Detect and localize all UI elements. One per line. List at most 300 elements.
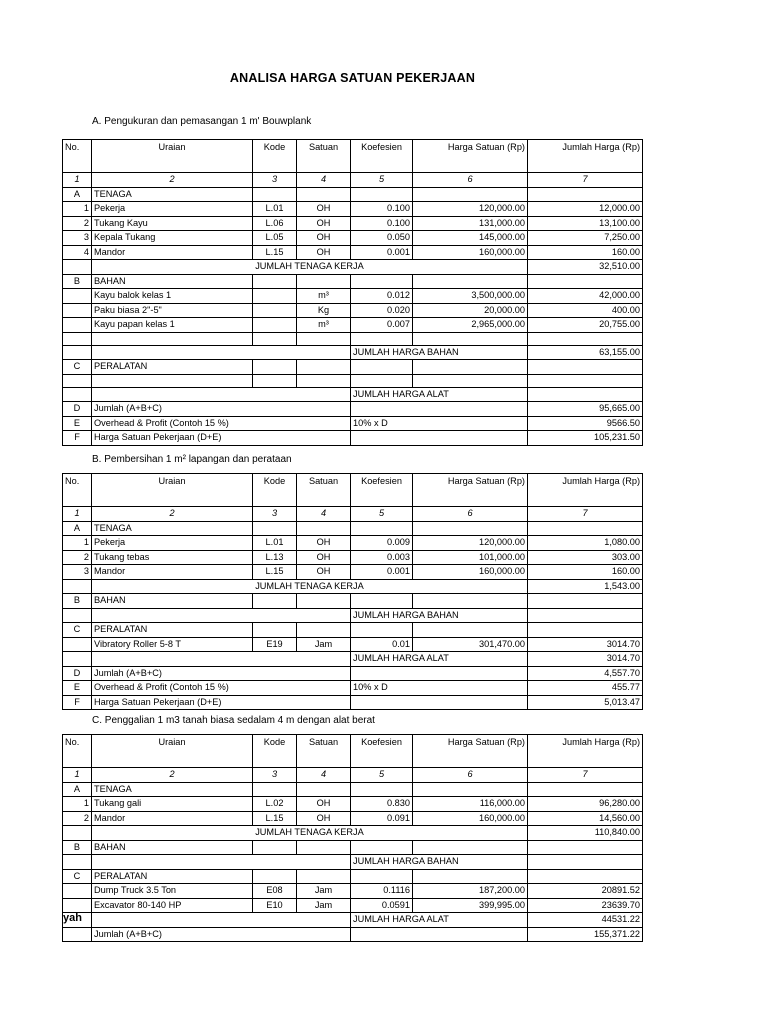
row-satuan (297, 782, 351, 797)
row-satuan: OH (297, 216, 351, 231)
row-koefesien: 0.0591 (351, 898, 413, 913)
row-kode (253, 332, 297, 345)
row-harga-satuan: 160,000.00 (413, 245, 528, 260)
row-satuan (297, 521, 351, 536)
total-label: Jumlah (A+B+C) (92, 927, 351, 942)
row-satuan: OH (297, 202, 351, 217)
row-uraian: Pekerja (92, 536, 253, 551)
row-jumlah-harga (528, 332, 643, 345)
cost-table (62, 473, 643, 710)
row-satuan: OH (297, 245, 351, 260)
row-jumlah-harga: 13,100.00 (528, 216, 643, 231)
section-heading: C. Penggalian 1 m3 tanah biasa sedalam 4 m dengan alat berat (92, 715, 375, 726)
blank-cell (92, 652, 351, 667)
row-jumlah-harga: 3014.70 (528, 637, 643, 652)
table-row (63, 869, 643, 884)
row-koefesien: 0.009 (351, 536, 413, 551)
header-harga-satuan: Harga Satuan (Rp) (413, 474, 528, 507)
row-harga-satuan: 399,995.00 (413, 898, 528, 913)
row-jumlah-harga (528, 274, 643, 289)
row-harga-satuan: 2,965,000.00 (413, 318, 528, 333)
row-satuan: OH (297, 797, 351, 812)
column-number: 1 (63, 173, 92, 188)
row-koefesien (351, 187, 413, 202)
blank-cell (92, 345, 351, 360)
total-label: Harga Satuan Pekerjaan (D+E) (92, 431, 351, 446)
column-number: 5 (351, 173, 413, 188)
subtotal-value: 1,543.00 (528, 579, 643, 594)
table-row (63, 681, 643, 696)
row-uraian: BAHAN (92, 274, 253, 289)
row-jumlah-harga: 303.00 (528, 550, 643, 565)
table-row (63, 826, 643, 841)
row-jumlah-harga: 14,560.00 (528, 811, 643, 826)
column-number-row (63, 173, 643, 188)
row-uraian: Kayu papan kelas 1 (92, 318, 253, 333)
total-value: 455.77 (528, 681, 643, 696)
table-row (63, 260, 643, 275)
row-uraian: Dump Truck 3.5 Ton (92, 884, 253, 899)
row-number (63, 374, 92, 387)
header-koefesien: Koefesien (351, 140, 413, 173)
row-satuan (297, 374, 351, 387)
row-koefesien (351, 782, 413, 797)
row-harga-satuan (413, 187, 528, 202)
column-number: 2 (92, 768, 253, 783)
row-jumlah-harga: 42,000.00 (528, 289, 643, 304)
row-uraian: PERALATAN (92, 623, 253, 638)
row-number: A (63, 782, 92, 797)
header-row (63, 140, 643, 173)
table-row (63, 318, 643, 333)
row-harga-satuan (413, 374, 528, 387)
table-row (63, 521, 643, 536)
total-label: Jumlah (A+B+C) (92, 402, 351, 417)
table-row (63, 840, 643, 855)
table-row (63, 695, 643, 710)
row-uraian (92, 374, 253, 387)
total-value: 95,665.00 (528, 402, 643, 417)
row-number: 3 (63, 231, 92, 246)
subtotal-value (528, 608, 643, 623)
row-uraian: Excavator 80-140 HP (92, 898, 253, 913)
table-row (63, 898, 643, 913)
row-harga-satuan: 187,200.00 (413, 884, 528, 899)
row-koefesien: 0.001 (351, 245, 413, 260)
row-kode (253, 521, 297, 536)
header-jumlah-harga: Jumlah Harga (Rp) (528, 474, 643, 507)
row-kode: L.15 (253, 811, 297, 826)
row-kode: L.15 (253, 565, 297, 580)
column-number: 3 (253, 507, 297, 522)
row-jumlah-harga: 1,080.00 (528, 536, 643, 551)
row-number: A (63, 187, 92, 202)
row-harga-satuan: 3,500,000.00 (413, 289, 528, 304)
blank-cell (63, 826, 92, 841)
blank-cell (63, 260, 92, 275)
row-uraian: TENAGA (92, 521, 253, 536)
row-harga-satuan (413, 869, 528, 884)
row-number: B (63, 274, 92, 289)
row-koefesien (351, 274, 413, 289)
subtotal-label: JUMLAH TENAGA KERJA (92, 826, 528, 841)
table-row (63, 855, 643, 870)
row-satuan: Jam (297, 898, 351, 913)
row-jumlah-harga (528, 594, 643, 609)
table-row (63, 536, 643, 551)
row-kode: L.15 (253, 245, 297, 260)
row-uraian: Mandor (92, 565, 253, 580)
blank-cell (63, 579, 92, 594)
row-koefesien: 0.100 (351, 202, 413, 217)
table-row (63, 345, 643, 360)
row-harga-satuan: 120,000.00 (413, 536, 528, 551)
row-harga-satuan (413, 332, 528, 345)
stray-text: yah (63, 912, 82, 924)
table-row (63, 565, 643, 580)
row-kode: L.05 (253, 231, 297, 246)
row-number (63, 898, 92, 913)
row-uraian: BAHAN (92, 840, 253, 855)
row-kode (253, 318, 297, 333)
blank-cell (63, 855, 92, 870)
blank-cell (92, 913, 351, 928)
table-row (63, 623, 643, 638)
section-heading: B. Pembersihan 1 m² lapangan dan perataan (92, 454, 292, 465)
subtotal-label: JUMLAH TENAGA KERJA (92, 579, 528, 594)
row-kode (253, 303, 297, 318)
column-number: 7 (528, 507, 643, 522)
subtotal-value: 110,840.00 (528, 826, 643, 841)
row-jumlah-harga (528, 840, 643, 855)
subtotal-label: JUMLAH HARGA ALAT (351, 387, 528, 402)
cost-table (62, 139, 643, 446)
column-number: 4 (297, 173, 351, 188)
row-kode (253, 274, 297, 289)
row-koefesien: 0.020 (351, 303, 413, 318)
subtotal-value (528, 855, 643, 870)
row-jumlah-harga: 160.00 (528, 245, 643, 260)
blank-cell (63, 387, 92, 402)
row-number: A (63, 521, 92, 536)
column-number: 3 (253, 173, 297, 188)
row-number: 1 (63, 202, 92, 217)
header-jumlah-harga: Jumlah Harga (Rp) (528, 735, 643, 768)
subtotal-label: JUMLAH HARGA BAHAN (351, 855, 528, 870)
header-no: No. (63, 474, 92, 507)
header-no: No. (63, 140, 92, 173)
row-koefesien: 0.01 (351, 637, 413, 652)
row-uraian: TENAGA (92, 782, 253, 797)
row-code: E (63, 681, 92, 696)
table-row (63, 374, 643, 387)
row-jumlah-harga (528, 187, 643, 202)
row-kode: E19 (253, 637, 297, 652)
table-row (63, 782, 643, 797)
table-row (63, 216, 643, 231)
row-code: F (63, 431, 92, 446)
row-satuan (297, 623, 351, 638)
row-kode (253, 782, 297, 797)
row-kode (253, 187, 297, 202)
row-satuan (297, 360, 351, 375)
row-harga-satuan: 145,000.00 (413, 231, 528, 246)
row-koefesien: 0.830 (351, 797, 413, 812)
row-satuan (297, 332, 351, 345)
row-kode: E08 (253, 884, 297, 899)
subtotal-label: JUMLAH HARGA BAHAN (351, 345, 528, 360)
table-row (63, 884, 643, 899)
table-row (63, 231, 643, 246)
subtotal-label: JUMLAH HARGA ALAT (351, 913, 528, 928)
row-harga-satuan: 20,000.00 (413, 303, 528, 318)
row-koefesien: 0.003 (351, 550, 413, 565)
table-row (63, 245, 643, 260)
header-harga-satuan: Harga Satuan (Rp) (413, 140, 528, 173)
column-number: 4 (297, 507, 351, 522)
row-satuan: m³ (297, 318, 351, 333)
row-uraian: Paku biasa 2"-5" (92, 303, 253, 318)
table-row (63, 608, 643, 623)
header-uraian: Uraian (92, 735, 253, 768)
header-kode: Kode (253, 140, 297, 173)
table-row (63, 202, 643, 217)
row-uraian: TENAGA (92, 187, 253, 202)
row-satuan: OH (297, 536, 351, 551)
row-uraian: Tukang gali (92, 797, 253, 812)
row-kode: L.02 (253, 797, 297, 812)
blank-cell (92, 855, 351, 870)
row-jumlah-harga: 96,280.00 (528, 797, 643, 812)
row-koefesien (351, 360, 413, 375)
row-koefesien: 0.1116 (351, 884, 413, 899)
row-satuan: OH (297, 550, 351, 565)
column-number: 2 (92, 173, 253, 188)
total-label: Overhead & Profit (Contoh 15 %) (92, 416, 351, 431)
row-koefesien: 0.012 (351, 289, 413, 304)
table-row (63, 402, 643, 417)
row-uraian: BAHAN (92, 594, 253, 609)
row-number: B (63, 594, 92, 609)
subtotal-label: JUMLAH HARGA ALAT (351, 652, 528, 667)
row-kode: E10 (253, 898, 297, 913)
row-uraian: Kayu balok kelas 1 (92, 289, 253, 304)
table-row (63, 550, 643, 565)
row-number (63, 884, 92, 899)
table-row (63, 360, 643, 375)
row-jumlah-harga (528, 782, 643, 797)
row-number (63, 289, 92, 304)
page-title: ANALISA HARGA SATUAN PEKERJAAN (229, 71, 476, 85)
total-value: 4,557.70 (528, 666, 643, 681)
subtotal-value: 32,510.00 (528, 260, 643, 275)
total-label: Harga Satuan Pekerjaan (D+E) (92, 695, 351, 710)
header-kode: Kode (253, 735, 297, 768)
header-uraian: Uraian (92, 474, 253, 507)
row-jumlah-harga: 20,755.00 (528, 318, 643, 333)
row-code (63, 927, 92, 942)
row-uraian: Pekerja (92, 202, 253, 217)
total-value: 155,371.22 (528, 927, 643, 942)
row-koefesien (351, 594, 413, 609)
row-uraian: Tukang tebas (92, 550, 253, 565)
row-jumlah-harga: 7,250.00 (528, 231, 643, 246)
row-kode (253, 289, 297, 304)
total-value: 5,013.47 (528, 695, 643, 710)
row-kode (253, 594, 297, 609)
row-uraian: Kepala Tukang (92, 231, 253, 246)
row-harga-satuan (413, 782, 528, 797)
total-value: 105,231.50 (528, 431, 643, 446)
row-satuan: OH (297, 565, 351, 580)
row-number: 2 (63, 550, 92, 565)
row-jumlah-harga (528, 521, 643, 536)
row-kode: L.01 (253, 536, 297, 551)
row-number: C (63, 869, 92, 884)
row-koefesien: 0.001 (351, 565, 413, 580)
total-formula (351, 695, 528, 710)
column-number: 3 (253, 768, 297, 783)
row-kode (253, 840, 297, 855)
row-uraian (92, 332, 253, 345)
header-no: No. (63, 735, 92, 768)
row-harga-satuan: 116,000.00 (413, 797, 528, 812)
row-jumlah-harga: 20891.52 (528, 884, 643, 899)
row-koefesien (351, 840, 413, 855)
row-satuan: Kg (297, 303, 351, 318)
column-number: 6 (413, 768, 528, 783)
column-number: 1 (63, 768, 92, 783)
row-harga-satuan (413, 360, 528, 375)
row-harga-satuan: 301,470.00 (413, 637, 528, 652)
header-koefesien: Koefesien (351, 735, 413, 768)
row-satuan: m³ (297, 289, 351, 304)
row-jumlah-harga (528, 360, 643, 375)
row-number: 2 (63, 216, 92, 231)
column-number-row (63, 507, 643, 522)
header-satuan: Satuan (297, 474, 351, 507)
row-kode (253, 374, 297, 387)
row-jumlah-harga: 23639.70 (528, 898, 643, 913)
column-number: 5 (351, 507, 413, 522)
row-satuan (297, 274, 351, 289)
total-formula (351, 666, 528, 681)
header-satuan: Satuan (297, 735, 351, 768)
row-harga-satuan: 160,000.00 (413, 811, 528, 826)
row-satuan: Jam (297, 637, 351, 652)
total-value: 9566.50 (528, 416, 643, 431)
table-row (63, 187, 643, 202)
row-jumlah-harga: 12,000.00 (528, 202, 643, 217)
blank-cell (63, 608, 92, 623)
row-code: D (63, 402, 92, 417)
column-number: 6 (413, 173, 528, 188)
column-number-row (63, 768, 643, 783)
row-number: 3 (63, 565, 92, 580)
row-number: 4 (63, 245, 92, 260)
header-kode: Kode (253, 474, 297, 507)
row-satuan (297, 869, 351, 884)
row-kode (253, 869, 297, 884)
table-row (63, 431, 643, 446)
row-koefesien: 0.100 (351, 216, 413, 231)
column-number: 1 (63, 507, 92, 522)
row-jumlah-harga: 400.00 (528, 303, 643, 318)
header-satuan: Satuan (297, 140, 351, 173)
row-uraian: PERALATAN (92, 360, 253, 375)
row-satuan (297, 840, 351, 855)
row-satuan (297, 594, 351, 609)
row-koefesien: 0.050 (351, 231, 413, 246)
table-row (63, 594, 643, 609)
header-harga-satuan: Harga Satuan (Rp) (413, 735, 528, 768)
row-number: 1 (63, 536, 92, 551)
row-harga-satuan: 120,000.00 (413, 202, 528, 217)
table-row (63, 811, 643, 826)
row-harga-satuan: 131,000.00 (413, 216, 528, 231)
row-satuan: OH (297, 231, 351, 246)
total-formula (351, 431, 528, 446)
row-harga-satuan: 101,000.00 (413, 550, 528, 565)
row-number (63, 332, 92, 345)
row-koefesien (351, 623, 413, 638)
table-row (63, 652, 643, 667)
blank-cell (92, 608, 351, 623)
row-code: D (63, 666, 92, 681)
row-uraian: Tukang Kayu (92, 216, 253, 231)
table-row (63, 666, 643, 681)
row-koefesien (351, 521, 413, 536)
table-row (63, 332, 643, 345)
blank-cell (92, 387, 351, 402)
row-jumlah-harga (528, 869, 643, 884)
row-koefesien: 0.007 (351, 318, 413, 333)
row-satuan: Jam (297, 884, 351, 899)
row-kode (253, 360, 297, 375)
row-uraian: Mandor (92, 245, 253, 260)
row-koefesien (351, 374, 413, 387)
total-label: Jumlah (A+B+C) (92, 666, 351, 681)
total-formula: 10% x D (351, 681, 528, 696)
row-satuan: OH (297, 811, 351, 826)
row-koefesien: 0.091 (351, 811, 413, 826)
row-number: B (63, 840, 92, 855)
row-koefesien (351, 332, 413, 345)
row-number: C (63, 623, 92, 638)
table-row (63, 913, 643, 928)
total-label: Overhead & Profit (Contoh 15 %) (92, 681, 351, 696)
column-number: 6 (413, 507, 528, 522)
row-number (63, 318, 92, 333)
row-number: 1 (63, 797, 92, 812)
row-harga-satuan: 160,000.00 (413, 565, 528, 580)
table-row (63, 289, 643, 304)
header-jumlah-harga: Jumlah Harga (Rp) (528, 140, 643, 173)
row-jumlah-harga (528, 374, 643, 387)
row-satuan (297, 187, 351, 202)
table-row (63, 637, 643, 652)
column-number: 4 (297, 768, 351, 783)
row-harga-satuan (413, 594, 528, 609)
row-number: 2 (63, 811, 92, 826)
subtotal-value (528, 387, 643, 402)
row-kode: L.01 (253, 202, 297, 217)
total-formula (351, 927, 528, 942)
row-jumlah-harga: 160.00 (528, 565, 643, 580)
row-number (63, 637, 92, 652)
row-koefesien (351, 869, 413, 884)
table-row (63, 579, 643, 594)
